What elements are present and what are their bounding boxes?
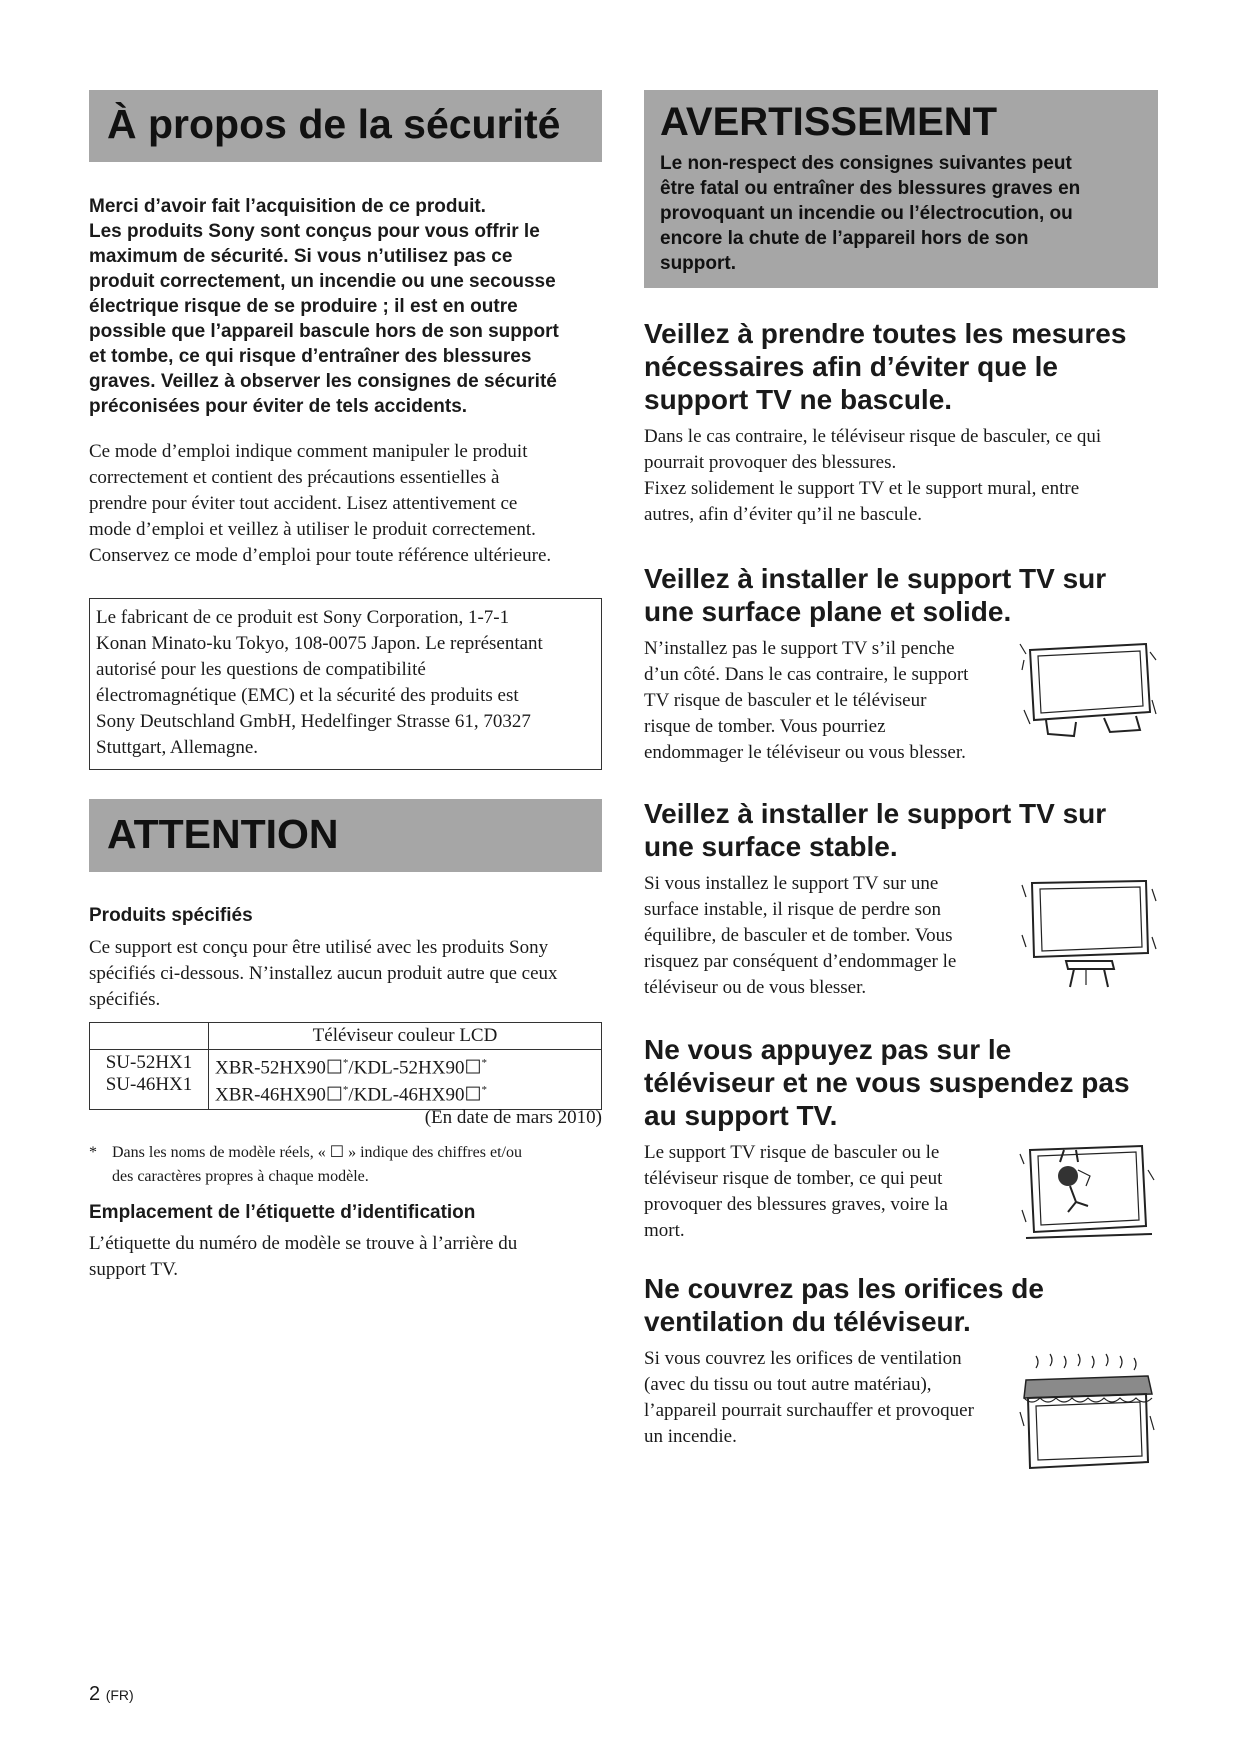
section-heading: Veillez à prendre toutes les mesures [644, 318, 1127, 349]
body-line: support TV. [89, 1259, 179, 1280]
page-title: À propos de la sécurité [107, 101, 561, 147]
body-line: d’un côté. Dans le cas contraire, le support [644, 664, 969, 685]
stand-models-cell [90, 1050, 209, 1110]
body-line: Ce support est conçu pour être utilisé avec les produits Sony [89, 937, 549, 958]
warning-line: être fatal ou entraîner des blessures graves en [660, 178, 1081, 199]
about-safety-banner [89, 90, 602, 162]
label-heading: Emplacement de l’étiquette d’identification [89, 1202, 476, 1223]
section-heading: ventilation du téléviseur. [644, 1306, 971, 1337]
manufacturer-line: autorisé pour les questions de compatibilité [96, 659, 426, 680]
section-heading: téléviseur et ne vous suspendez pas [644, 1067, 1130, 1098]
manufacturer-box [89, 598, 602, 770]
intro-line: et tombe, ce qui risque d’entraîner des blessures [89, 346, 532, 367]
footnote-marker: * [89, 1144, 97, 1161]
stand-model: SU-46HX1 [105, 1074, 193, 1095]
body-line: Si vous couvrez les orifices de ventilation [644, 1348, 962, 1369]
tilted-tv-illustration [1016, 640, 1158, 740]
attention-title: ATTENTION [107, 811, 339, 857]
body-line: l’appareil pourrait surchauffer et provoquer [644, 1400, 974, 1421]
body-line: pourrait provoquer des blessures. [644, 452, 897, 473]
body-line: spécifiés. [89, 989, 161, 1010]
body-line: téléviseur ou de vous blesser. [644, 977, 867, 998]
intro-line: électrique risque de se produire ; il est en outre [89, 296, 518, 317]
body-line: Si vous installez le support TV sur une [644, 873, 939, 894]
table-header-row [90, 1023, 602, 1050]
models-table-wrap [89, 1022, 602, 1110]
models-table [89, 1022, 602, 1110]
body-line: Fixez solidement le support TV et le support mural, entre [644, 478, 1080, 499]
intro-line: graves. Veillez à observer les consignes de sécurité [89, 371, 557, 392]
tv-model-line: XBR-52HX90☐*/KDL-52HX90☐* [215, 1057, 488, 1079]
body-line: prendre pour éviter tout accident. Lisez attentivement ce [89, 493, 518, 514]
section-body [644, 424, 1158, 528]
footnote-line: des caractères propres à chaque modèle. [112, 1168, 369, 1185]
covered-tv-illustration [1016, 1352, 1158, 1477]
section-heading: nécessaires afin d’éviter que le [644, 351, 1058, 382]
body-line: provoquer des blessures graves, voire la [644, 1194, 948, 1215]
body-line: autres, afin d’éviter qu’il ne bascule. [644, 504, 923, 525]
table-header: Téléviseur couleur LCD [209, 1023, 602, 1050]
intro-line: possible que l’appareil bascule hors de son support [89, 321, 559, 342]
products-body [89, 935, 602, 1013]
body-line: mort. [644, 1220, 685, 1241]
warning-title: AVERTISSEMENT [660, 100, 998, 144]
footnote [89, 1141, 602, 1189]
manufacturer-line: Stuttgart, Allemagne. [96, 737, 259, 758]
body-line: surface instable, il risque de perdre son [644, 899, 942, 920]
stand-model: SU-52HX1 [105, 1052, 193, 1073]
manufacturer-line: Konan Minato-ku Tokyo, 108-0075 Japon. Le représentant [96, 633, 543, 654]
warning-line: provoquant un incendie ou l’électrocution, ou [660, 203, 1073, 224]
body-line: L’étiquette du numéro de modèle se trouve à l’arrière du [89, 1233, 518, 1254]
body-line: équilibre, de basculer et de tomber. Vous [644, 925, 953, 946]
manufacturer-line: Sony Deutschland GmbH, Hedelfinger Strasse 61, 70327 [96, 711, 531, 732]
body-line: Le support TV risque de basculer ou le [644, 1142, 940, 1163]
warning-line: encore la chute de l’appareil hors de son [660, 228, 1029, 249]
table-row [90, 1050, 602, 1110]
section-heading: support TV ne bascule. [644, 384, 953, 415]
body-line: endommager le téléviseur ou vous blesser. [644, 742, 966, 763]
body-line: téléviseur risque de tomber, ce qui peut [644, 1168, 943, 1189]
body-line: mode d’emploi et veillez à utiliser le produit correctement. [89, 519, 536, 540]
products-heading: Produits spécifiés [89, 905, 253, 926]
intro-body-paragraph [89, 439, 602, 569]
section-heading: au support TV. [644, 1100, 838, 1131]
body-line: risquez par conséquent d’endommager le [644, 951, 957, 972]
section-heading: Ne couvrez pas les orifices de [644, 1273, 1044, 1304]
section-heading: une surface plane et solide. [644, 596, 1012, 627]
tv-models-cell [209, 1050, 602, 1110]
body-line: TV risque de basculer et le téléviseur [644, 690, 927, 711]
label-body [89, 1231, 602, 1283]
intro-line: produit correctement, un incendie ou une secousse [89, 271, 556, 292]
body-line: un incendie. [644, 1426, 737, 1447]
page-number: 2 (FR) [89, 1683, 134, 1705]
body-line: Ce mode d’emploi indique comment manipuler le produit [89, 441, 528, 462]
attention-banner [89, 799, 602, 872]
footnote-line: Dans les noms de modèle réels, « ☐ » indique des chiffres et/ou [112, 1144, 522, 1161]
warning-line: support. [660, 253, 736, 274]
tv-model-line: XBR-46HX90☐*/KDL-46HX90☐* [215, 1084, 488, 1106]
body-line: correctement et contient des précautions essentielles à [89, 467, 500, 488]
body-line: N’installez pas le support TV s’il penche [644, 638, 955, 659]
section-heading: Veillez à installer le support TV sur [644, 798, 1107, 829]
child-hanging-illustration [1016, 1140, 1158, 1252]
warning-banner [644, 90, 1158, 288]
intro-line: maximum de sécurité. Si vous n’utilisez pas ce [89, 246, 513, 267]
body-line: (avec du tissu ou tout autre matériau), [644, 1374, 932, 1395]
intro-line: Merci d’avoir fait l’acquisition de ce produit. [89, 196, 486, 217]
unstable-stand-illustration [1016, 875, 1158, 990]
section-heading: Veillez à installer le support TV sur [644, 563, 1107, 594]
warning-line: Le non-respect des consignes suivantes peut [660, 153, 1072, 174]
section-tipping [644, 317, 1158, 528]
manufacturer-line: Le fabricant de ce produit est Sony Corporation, 1-7-1 [96, 607, 510, 628]
intro-line: préconisées pour éviter de tels accidents. [89, 396, 468, 417]
intro-line: Les produits Sony sont conçus pour vous offrir le [89, 221, 540, 242]
body-line: spécifiés ci-dessous. N’installez aucun produit autre que ceux [89, 963, 558, 984]
table-header-empty [90, 1023, 209, 1050]
section-heading: une surface stable. [644, 831, 898, 862]
body-line: Conservez ce mode d’emploi pour toute référence ultérieure. [89, 545, 552, 566]
body-line: Dans le cas contraire, le téléviseur risque de basculer, ce qui [644, 426, 1102, 447]
warning-body [660, 151, 1080, 276]
table-date: (En date de mars 2010) [424, 1107, 602, 1128]
section-heading: Ne vous appuyez pas sur le [644, 1034, 1012, 1065]
body-line: risque de tomber. Vous pourriez [644, 716, 886, 737]
intro-bold-paragraph [89, 194, 602, 419]
manufacturer-line: électromagnétique (EMC) et la sécurité des produits est [96, 685, 519, 706]
